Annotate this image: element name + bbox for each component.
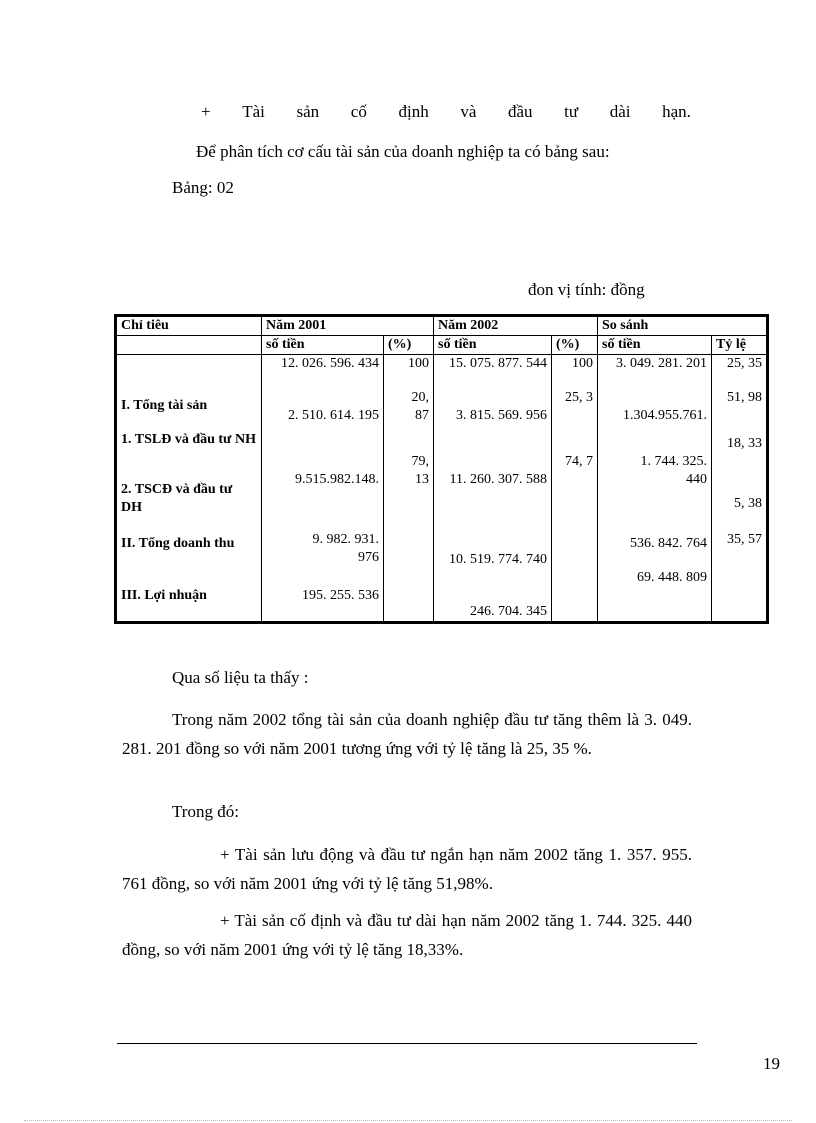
label-column (117, 355, 262, 622)
header-pct-2001: (%) (384, 336, 434, 355)
value-2001-loi-nhuan: 195. 255. 536 (302, 588, 379, 603)
header-so-tien-2001: số tiền (262, 336, 384, 355)
ratio-tong: 25, 35 (727, 356, 762, 371)
word: cố (350, 102, 367, 121)
value-ss-doanh-thu: 536. 842. 764 (630, 536, 707, 551)
value-ss-tong: 3. 049. 281. 201 (616, 356, 707, 371)
header-pct-2002: (%) (552, 336, 598, 355)
word: đầu (508, 102, 533, 121)
value-2002-loi-nhuan: 246. 704. 345 (470, 604, 547, 619)
word: hạn. (662, 102, 691, 121)
col-ty-le (712, 355, 767, 622)
header-empty (117, 336, 262, 355)
pct-2002-tsld: 25, 3 (565, 390, 593, 405)
header-nam-2001: Năm 2001 (262, 317, 434, 336)
unit-label: đon vị tính: đồng (528, 280, 645, 299)
value-ss-tscd: 1. 744. 325. 440 (640, 454, 707, 487)
observation-heading: Qua số liệu ta thấy : (172, 668, 309, 687)
col-ss-amount (598, 355, 712, 622)
paragraph-total-assets: Trong năm 2002 tổng tài sản của doanh nghiệp đầu tư tăng thêm là 3. 049. 281. 201 đồng so với năm 2001 tương ứng với tỷ lệ tăng là 25, 35 %. (122, 710, 692, 758)
pct-2001-tsld: 20, 87 (411, 390, 429, 423)
value-2002-tscd: 11. 260. 307. 588 (449, 472, 547, 487)
header-so-tien-2002: số tiền (434, 336, 552, 355)
value-2001-tscd: 9.515.982.148. (295, 472, 379, 487)
page-edge-dots (24, 1120, 792, 1121)
word: sản (296, 102, 320, 121)
trong-do-label: Trong đó: (172, 802, 239, 821)
col-2002-amount (434, 355, 552, 622)
ratio-loi-nhuan: 35, 57 (727, 532, 762, 547)
asset-structure-table (116, 316, 767, 622)
header-nam-2002: Năm 2002 (434, 317, 598, 336)
word: Tài (242, 102, 265, 121)
header-ty-le: Tỷ lệ (712, 336, 767, 355)
value-2002-doanh-thu: 10. 519. 774. 740 (449, 552, 547, 567)
paragraph-current-assets: + Tài sản lưu động và đầu tư ngắn hạn năm 2002 tăng 1. 357. 955. 761 đồng, so với năm 2001 ứng với tỷ lệ tăng 51,98%. (122, 845, 692, 893)
col-2001-pct (384, 355, 434, 622)
pct-2002-tong: 100 (572, 356, 593, 371)
value-2002-tong: 15. 075. 877. 544 (449, 356, 547, 371)
ratio-tscd: 18, 33 (727, 436, 762, 451)
pct-2001-tong: 100 (408, 356, 429, 371)
col-2002-pct (552, 355, 598, 622)
value-2002-tsld: 3. 815. 569. 956 (456, 408, 547, 423)
header-so-tien-ss: số tiền (598, 336, 712, 355)
page-number: 19 (763, 1054, 780, 1073)
col-2001-amount (262, 355, 384, 622)
value-2001-tsld: 2. 510. 614. 195 (288, 408, 379, 423)
pct-2001-tscd: 79, 13 (411, 454, 429, 487)
intro-text: Để phân tích cơ cấu tài sản của doanh nghiệp ta có bảng sau: (196, 142, 610, 161)
ratio-doanh-thu: 5, 38 (734, 496, 762, 511)
table-title: Bảng: 02 (172, 178, 234, 197)
label-tsld: 1. TSLĐ và đầu tư NH (121, 432, 256, 447)
word: tư (564, 102, 579, 121)
word: + (201, 102, 211, 121)
word: định (398, 102, 429, 121)
header-chi-tieu: Chỉ tiêu (117, 317, 262, 336)
footer-rule (117, 1043, 697, 1044)
label-tscd: 2. TSCĐ và đầu tư DH (121, 482, 233, 515)
value-2001-tong: 12. 026. 596. 434 (281, 356, 379, 371)
label-doanh-thu: II. Tổng doanh thu (121, 536, 235, 551)
paragraph-fixed-assets: + Tài sản cố định và đầu tư dài hạn năm 2002 tăng 1. 744. 325. 440 đồng, so với năm 2001 ứng với tỷ lệ tăng 18,33%. (122, 911, 692, 959)
value-ss-loi-nhuan: 69. 448. 809 (637, 570, 707, 585)
label-tong-tai-san: I. Tổng tài sản (121, 398, 208, 413)
word: dài (609, 102, 631, 121)
pct-2002-tscd: 74, 7 (565, 454, 593, 469)
heading-line (201, 102, 691, 122)
word: và (460, 102, 477, 121)
header-so-sanh: So sánh (598, 317, 767, 336)
ratio-tsld: 51, 98 (727, 390, 762, 405)
value-ss-tsld: 1.304.955.761. (623, 408, 707, 423)
value-2001-doanh-thu: 9. 982. 931. 976 (312, 532, 379, 565)
label-loi-nhuan: III. Lợi nhuận (121, 588, 207, 603)
